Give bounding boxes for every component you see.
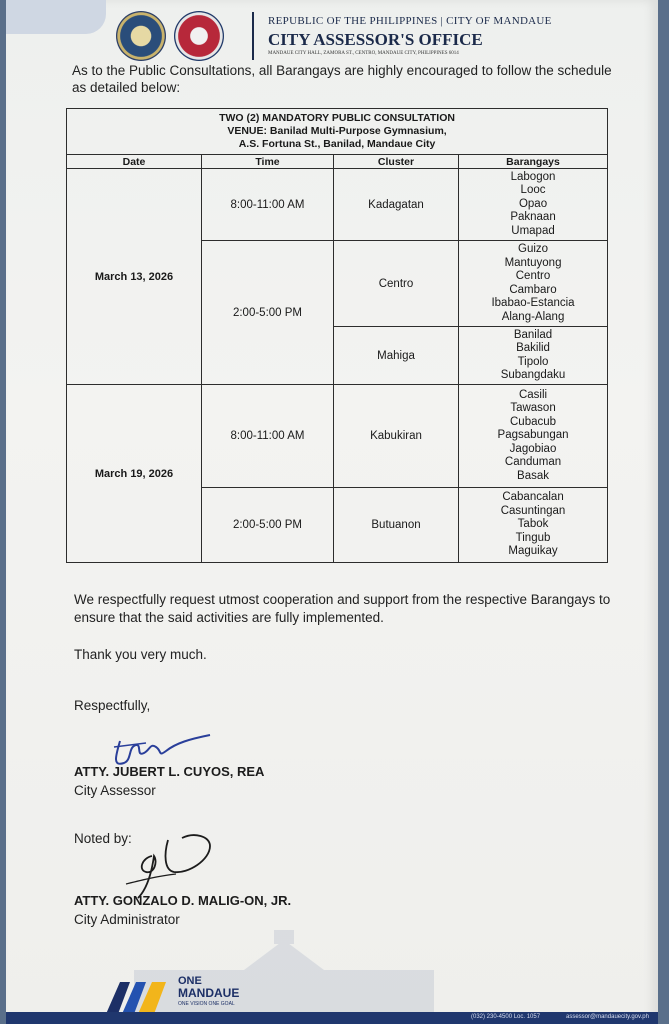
barangay-item: Cambaro — [509, 283, 557, 296]
signatory-2-position: City Administrator — [74, 912, 180, 927]
barangay-item: Centro — [515, 270, 551, 282]
time-cell: 8:00-11:00 AM — [202, 169, 334, 241]
barangay-item: Labogon — [510, 170, 556, 183]
table-title — [67, 109, 608, 155]
barangay-item: Tawason — [510, 402, 556, 415]
time-cell: 8:00-11:00 AM — [202, 385, 334, 488]
cluster-cell: Centro — [334, 241, 459, 327]
footer-email: assessor@mandauecity.gov.ph — [566, 1014, 649, 1020]
table-venue-line: VENUE: Banilad Multi-Purpose Gymnasium, — [227, 125, 447, 137]
barangay-list — [459, 488, 608, 563]
paper-corner — [6, 0, 106, 34]
city-hall-watermark-icon — [124, 930, 444, 1018]
cluster-cell: Kadagatan — [334, 169, 459, 241]
table-title-line: TWO (2) MANDATORY PUBLIC CONSULTATION — [219, 112, 455, 124]
barangay-item: Mantuyong — [504, 256, 562, 269]
barangay-item: Pagsabungan — [497, 429, 569, 442]
cluster-cell: Butuanon — [334, 488, 459, 563]
time-cell: 2:00-5:00 PM — [202, 488, 334, 563]
barangay-item: Tingub — [515, 531, 551, 544]
barangay-list — [459, 327, 608, 385]
col-header-time: Time — [202, 155, 334, 169]
signatory-1-position: City Assessor — [74, 783, 156, 798]
header-divider — [252, 12, 254, 60]
barangay-item: Opao — [518, 197, 548, 210]
barangay-item: Umapad — [511, 224, 555, 237]
barangay-item: Cabancalan — [502, 491, 564, 504]
signatory-2-name: ATTY. GONZALO D. MALIG-ON, JR. — [74, 893, 292, 908]
barangay-item: Ibabao-Estancia — [491, 297, 575, 309]
barangay-item: Paknaan — [510, 211, 556, 224]
one-mandaue-logo-icon — [106, 978, 172, 1014]
footer-phone: (032) 230-4500 Loc. 1057 — [471, 1014, 541, 1020]
footer-bar — [6, 1012, 658, 1024]
date-cell: March 19, 2026 — [67, 385, 202, 563]
cooperation-paragraph: We respectfully request utmost cooperation and support from the respective Barangays to ensure that the said activities are fully implemented. — [74, 592, 611, 625]
logo-text-mandaue: MANDAUE — [178, 986, 240, 1000]
barangay-item: Banilad — [513, 328, 553, 341]
col-header-barangays: Barangays — [459, 155, 608, 169]
city-seal-icon — [116, 11, 166, 61]
barangay-list — [459, 241, 608, 327]
document-page — [6, 0, 658, 1024]
signature-2-icon — [124, 826, 224, 901]
barangay-list — [459, 169, 608, 241]
barangay-item: Subangdaku — [500, 369, 566, 381]
header-office-title: CITY ASSESSOR'S OFFICE — [268, 30, 483, 49]
date-cell: March 13, 2026 — [67, 169, 202, 385]
logo-text-one: ONE — [178, 975, 202, 987]
barangay-item: Casili — [518, 388, 548, 401]
barangay-item: Canduman — [504, 456, 562, 469]
barangay-item: Casuntingan — [500, 504, 566, 517]
thanks-line: Thank you very much. — [74, 647, 207, 662]
barangay-item: Tabok — [517, 518, 549, 531]
barangay-item: Guizo — [518, 243, 549, 255]
col-header-date: Date — [67, 155, 202, 169]
barangay-item: Jagobiao — [509, 442, 557, 455]
cluster-cell: Kabukiran — [334, 385, 459, 488]
barangay-item: Alang-Alang — [501, 310, 565, 323]
office-seal-icon — [174, 11, 224, 61]
noted-by-label: Noted by: — [74, 831, 132, 846]
col-header-cluster: Cluster — [334, 155, 459, 169]
cluster-cell: Mahiga — [334, 327, 459, 385]
barangay-item: Basak — [517, 469, 549, 482]
intro-paragraph: As to the Public Consultations, all Barangays are highly encouraged to follow the schedule as detailed below: — [72, 63, 612, 95]
barangay-item: Cubacub — [510, 415, 557, 428]
time-cell: 2:00-5:00 PM — [202, 241, 334, 385]
header-republic: REPUBLIC OF THE PHILIPPINES | CITY OF MANDAUE — [268, 15, 552, 27]
barangay-item: Bakilid — [516, 342, 550, 354]
closing-line: Respectfully, — [74, 698, 151, 713]
table-address-line: A.S. Fortuna St., Banilad, Mandaue City — [238, 138, 436, 150]
schedule-table — [66, 108, 608, 563]
barangay-item: Tipolo — [517, 355, 549, 368]
barangay-item: Maguikay — [508, 545, 558, 558]
header-address: MANDAUE CITY HALL, ZAMORA ST., CENTRO, MANDAUE CITY, PHILIPPINES 6014 — [268, 51, 459, 56]
barangay-item: Looc — [520, 184, 546, 197]
barangay-list — [459, 385, 608, 488]
logo-tagline: ONE VISION ONE GOAL — [178, 1001, 235, 1007]
signatory-1-name: ATTY. JUBERT L. CUYOS, REA — [74, 764, 265, 779]
